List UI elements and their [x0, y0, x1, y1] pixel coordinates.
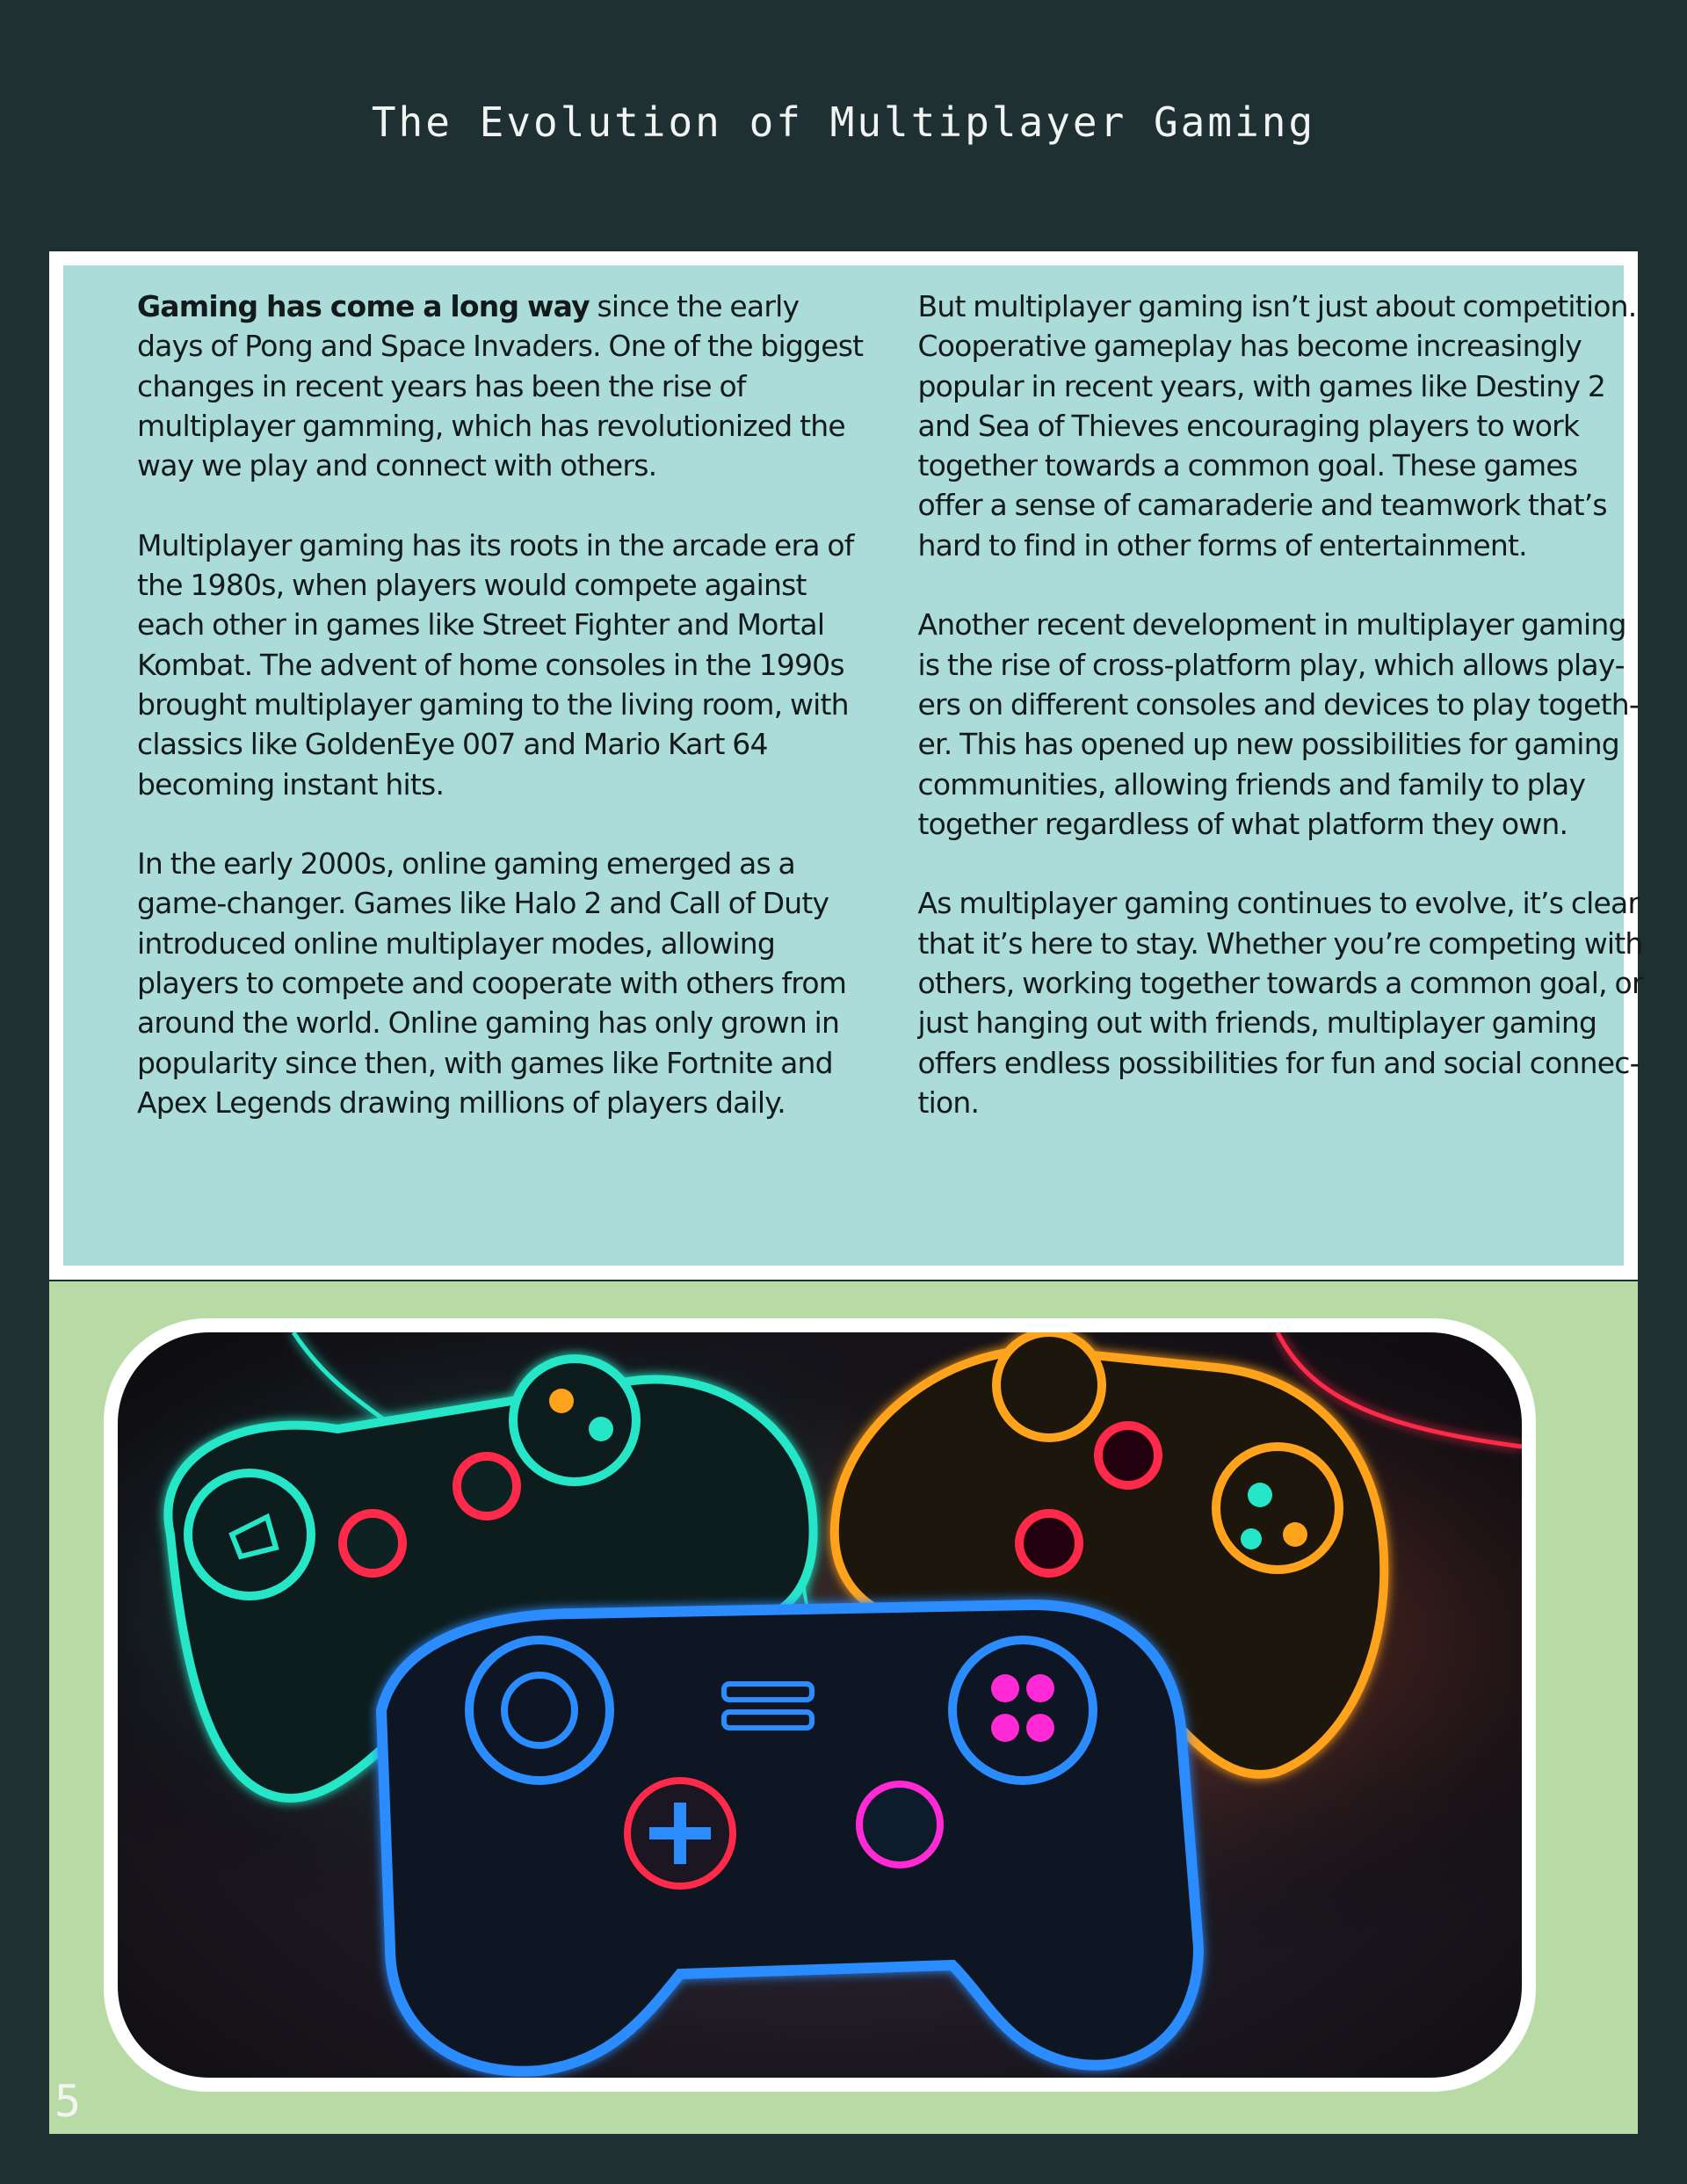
article-paragraph: In the early 2000s, online gaming emerged as a game-changer. Games like Halo 2 and Call of Duty introduced online multiplayer modes, allowing players to compete and cooperate with others from around the world. Online gaming has only grown in popularity since then, with games like Fortnite and Apex Legends drawing millions of players daily. — [137, 846, 847, 1120]
article-frame — [49, 251, 1643, 1280]
article-paragraph: But multiplayer gaming isn’t just about competition. Cooperative gameplay has become increasingly popular in recent years, with games like Destiny 2 and Sea of Thieves encouraging players to work together towards a common goal. These games offer a sense of camaraderie and teamwork that’s hard to find in other forms of entertainment. — [917, 289, 1637, 562]
article-panel — [63, 265, 1643, 1266]
lead-text: since the early days of Pong and Space Invaders. One of the biggest changes in recent years has been the rise of multiplayer gamming, which has revolutionized the way we play and connect with others. — [137, 289, 864, 483]
neon-game-controllers-illustration — [118, 1332, 1522, 2078]
page-title: The Evolution of Multiplayer Gaming — [371, 98, 1316, 146]
article-columns — [137, 287, 1649, 1230]
article-paragraph: As multiplayer gaming continues to evolve, it’s clear that it’s here to stay. Whether you’re competing with others, working together towards a common goal, or just hanging out with friends, multiplayer gaming offers endless possibilities for fun and social connection. — [917, 886, 1643, 1120]
article-lead-paragraph — [137, 287, 869, 485]
page-number: 5 — [54, 2076, 82, 2127]
article-paragraph: Another recent development in multiplayer gaming is the rise of cross-platform play, which allows players on different consoles and devices to play together. This has opened up new possibilities for gaming communities, allowing friends and family to play together regardless of what platform they own. — [917, 607, 1640, 841]
lead-bold-text: Gaming has come a long way — [137, 289, 590, 323]
illustration-frame — [104, 1318, 1536, 2092]
article-paragraph: Multiplayer gaming has its roots in the arcade era of the 1980s, when players would compete against each other in games like Street Fighter and Mortal Kombat. The advent of home consoles in the 1990s brought multiplayer gaming to the living room, with classics like GoldenEye 007 and Mario Kart 64 becoming instant hits. — [137, 527, 854, 802]
illustration-section — [49, 1281, 1638, 2134]
controllers-graphic — [118, 1332, 1522, 2078]
